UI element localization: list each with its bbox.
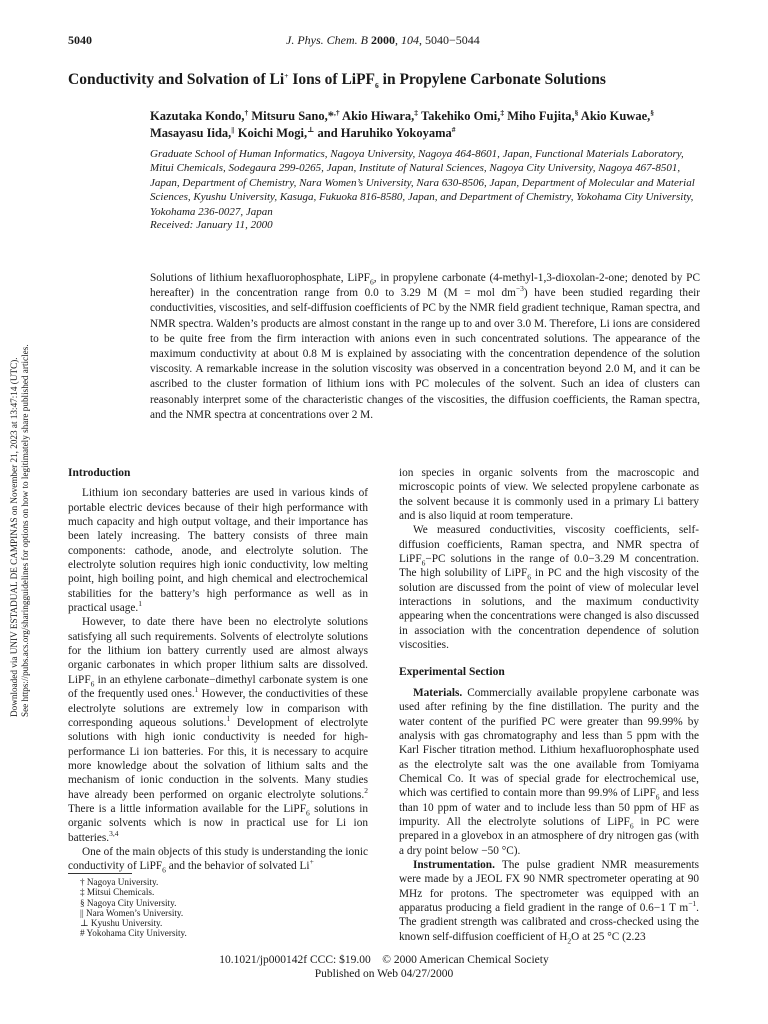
intro-paragraph-1: Lithium ion secondary batteries are used in various kinds of portable electric devices because of their high performance with much capacity and high output voltage, and their importance has been lately increasing. The battery consists of three main components: cathode, anode, and electrolyte solution. The electrolyte solution requires high ionic conductivity, low melting point, high boiling point, and high chemical and electrochemical stabilities for the battery’s high performance as well as in practical usage.$^1$ <box>68 487 368 615</box>
footnote: || Nara Women’s University. <box>80 907 184 918</box>
journal-year: 2000 <box>370 33 395 47</box>
footnote: ‡ Mitsui Chemicals. <box>80 887 155 898</box>
author-list: Kazutaka Kondo,† Mitsuru Sano,*,† Akio Hiwara,‡ Takehiko Omi,‡ Miho Fujita,§ Akio Kuwae,§ Masayasu Iida,|| Koichi Mogi,⊥ and Haruhiko Yokoyama# <box>150 107 654 140</box>
intro-paragraph-3-cont: ion species in organic solvents from the macroscopic and microscopic points of view. We selected propylene carbonate as the solvent because it is commonly used in a primary Li battery and is also liquid at room temperature. <box>399 467 699 523</box>
journal-volume: 104 <box>400 33 419 47</box>
footnote: # Yokohama City University. <box>80 928 187 939</box>
affiliations: Graduate School of Human Informatics, Nagoya University, Nagoya 464-8601, Japan, Functional Materials Laboratory, Mitui Chemicals, Sodegaura 299-0265, Japan, Institute of Natural Sciences, Nagoya City University, Nagoya 467-8501, Japan, Department of Chemistry, Nara Women’s University, Nara 630-8506, Japan, Department of Molecular and Material Sciences, Kyushu University, Kasuga, Fukuoka 816-8580, Japan, and Department of Chemistry, Yokohama City University, Yokohama 236-0027, Japan <box>150 148 695 218</box>
section-heading-introduction: Introduction <box>68 467 131 479</box>
journal-name: J. Phys. Chem. B <box>286 33 368 47</box>
article-title: Conductivity and Solvation of Li+ Ions of LiPF$_6$ in Propylene Carbonate Solutions <box>68 70 606 91</box>
received-date: Received: January 11, 2000 <box>150 219 273 231</box>
materials-paragraph: Materials. Commercially available propylene carbonate was used after refining by the fine distillation. The purity and the water content of the purified PC were greater than 99.99% by analysis with gas chromatography and less than 5 ppm with the Karl Fischer titration method. Lithium hexafluorophosphate used as the electrolyte salt was the one available from Tomiyama Chemical Co. It was of special grade for electrochemical use, which was certified to contain more than 99.9% of LiPF$_6$ and less than 10 ppm of water and to include less than 50 ppm of HF as impurity. All the electrolyte solutions of LiPF$_6$ in PC were prepared in a glovebox in an atmosphere of dry nitrogen gas (with a dry point below −50 °C). <box>399 686 700 857</box>
footnote: ⊥ Kyushu University. <box>80 918 163 929</box>
journal-pages: 5040−5044 <box>424 33 480 47</box>
intro-paragraph-2: However, to date there have been no electrolyte solutions satisfying all such requirements. Solvents of electrolyte solutions for the lithium ion battery currently used are almost always organic carbonates in which proper lithium salts are dissolved. LiPF$_6$ in an ethylene carbonate−dimethyl carbonate system is one of the frequently used ones.$^1$ However, the conductivities of these electrolyte solutions are extremely low in comparison with corresponding aqueous solutions.$^1$ Development of electrolyte solutions with high ionic conductivity is needed for high-performance Li ion batteries. For this, it is necessary to acquire more knowledge about the solvation of lithium salts and the mechanism of ionic conduction in the solvents. Many studies have already been performed on organic electrolyte solutions.$^2$ There is a little information available for the LiPF$_6$ solutions in organic solvents which is now in practical use for Li ion batteries.$^{3,4}$ <box>68 616 368 844</box>
journal-citation: J. Phys. Chem. B 2000, 104, 5040−5044 <box>286 33 480 47</box>
page-number: 5040 <box>68 33 92 47</box>
sidenote-line-1: Downloaded via UNIV ESTADUAL DE CAMPINAS on November 21, 2023 at 13:47:14 (UTC). <box>9 357 19 717</box>
published-date: Published on Web 04/27/2000 <box>314 968 454 980</box>
doi-copyright: 10.1021/jp000142f CCC: $19.00 © 2000 American Chemical Society <box>219 954 549 966</box>
right-column <box>399 466 699 944</box>
footnote-rule <box>68 873 132 874</box>
footnote: † Nagoya University. <box>80 877 159 887</box>
sidenote-line-2: See https://pubs.acs.org/sharingguidelines for options on how to legitimately share published articles. <box>20 344 30 717</box>
intro-paragraph-3: One of the main objects of this study is understanding the ionic conductivity of LiPF$_6$ and the behavior of solvated Li+ <box>68 845 368 875</box>
publication-info <box>0 953 768 981</box>
footnotes <box>80 877 187 939</box>
abstract: Solutions of lithium hexafluorophosphate, LiPF$_6$, in propylene carbonate (4-methyl-1,3-dioxolan-2-one; denoted by PC hereafter) in the concentration range from 0.0 to 3.29 M (M = mol $dm^{-3}$) have been studied regarding their conductivities, viscosities, and self-diffusion coefficients of PC by the NMR field gradient technique, Raman spectra, and NMR spectra. Walden’s products are almost constant in the range up to and over 3.0 M. Therefore, Li ions are considered to be quite free from the firm interaction with anions even in such concentrated solutions. The appearance of the maximum conductivity at about 0.8 M is explained by associating with the concentration dependence of the solution viscosity. A remarkable increase in the solution viscosity was observed in a concentration beyond 2.0 M, and it can be ascribed to the cluster formation of lithium ions with PC molecules of the solvent. Such an idea of clusters can reasonably interpret some of the characteristic changes of the viscosities, the diffusion coefficients, the Raman spectra, and the NMR spectra at concentrations over 2 M. <box>150 272 701 421</box>
left-column <box>68 466 368 874</box>
intro-paragraph-4: We measured conductivities, viscosity coefficients, self-diffusion coefficients, Raman spectra, and NMR spectra of LiPF$_6$−PC solutions in the range of 0.0−3.29 M concentration. The high solubility of LiPF$_6$ in PC and the high viscosity of the solution are discussed from the point of view of molecular level interactions in solutions, and the maximum conductivity appearing when the concentrations were changed is also discussed in association with the concentration dependence of solution viscosities. <box>399 524 699 652</box>
footnote: § Nagoya City University. <box>80 897 177 908</box>
section-heading-experimental: Experimental Section <box>399 666 505 679</box>
instrumentation-paragraph: Instrumentation. The pulse gradient NMR measurements were made by a JEOL FX 90 NMR spectrometer operating at 90 MHz for protons. The spectrometer was equipped with an apparatus producing a field gradient in the range of 0.6−1 T $m^{-1}$. The gradient strength was calibrated and cross-checked using the known self-diffusion coefficient of $H_2O$ at 25 °C (2.23 <box>399 858 699 945</box>
